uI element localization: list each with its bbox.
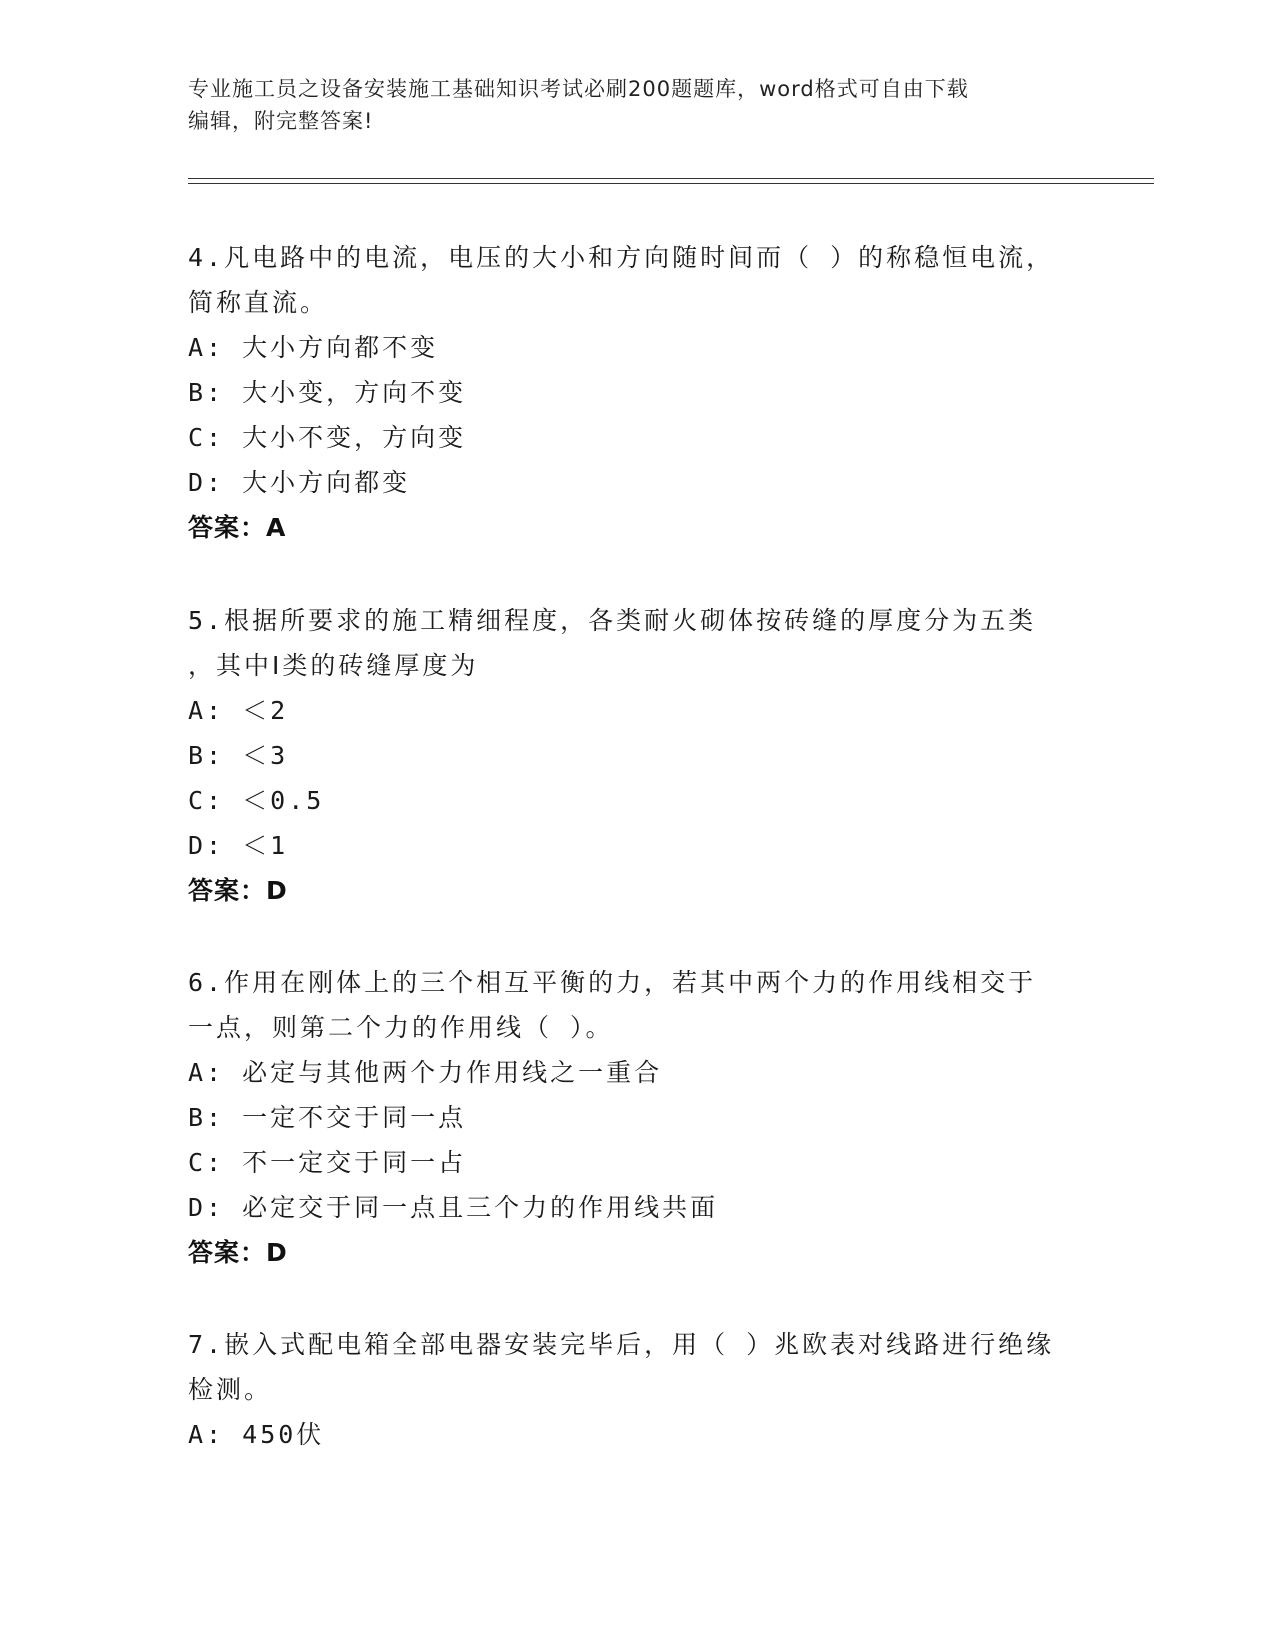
question-stem-line-1: 7.嵌入式配电箱全部电器安装完毕后，用（ ）兆欧表对线路进行绝缘 xyxy=(188,1330,1055,1359)
question-stem-line-2: ，其中Ⅰ类的砖缝厚度为 xyxy=(188,651,479,680)
header-divider-bottom xyxy=(188,183,1154,184)
option-c: C: 不一定交于同一占 xyxy=(188,1148,467,1177)
question-6 xyxy=(188,960,1088,1275)
option-c: C: 大小不变，方向变 xyxy=(188,423,467,452)
document-header xyxy=(188,73,1068,137)
option-b: B: 大小变，方向不变 xyxy=(188,378,467,407)
option-b: B: ＜3 xyxy=(188,741,289,770)
answer: 答案：A xyxy=(188,513,287,542)
option-b: B: 一定不交于同一点 xyxy=(188,1103,467,1132)
option-a: A: 必定与其他两个力作用线之一重合 xyxy=(188,1058,663,1087)
question-stem-line-2: 简称直流。 xyxy=(188,288,329,317)
question-4 xyxy=(188,235,1088,550)
option-d: D: ＜1 xyxy=(188,831,289,860)
question-stem-line-1: 4.凡电路中的电流，电压的大小和方向随时间而（ ）的称稳恒电流， xyxy=(188,243,1055,272)
question-stem-line-1: 5.根据所要求的施工精细程度，各类耐火砌体按砖缝的厚度分为五类 xyxy=(188,606,1037,635)
question-7 xyxy=(188,1322,1088,1457)
answer: 答案：D xyxy=(188,876,288,905)
question-stem-line-1: 6.作用在刚体上的三个相互平衡的力，若其中两个力的作用线相交于 xyxy=(188,968,1037,997)
option-d: D: 大小方向都变 xyxy=(188,468,411,497)
header-divider-top xyxy=(188,178,1154,179)
question-stem-line-2: 一点，则第二个力的作用线（ ）。 xyxy=(188,1013,614,1042)
option-d: D: 必定交于同一点且三个力的作用线共面 xyxy=(188,1193,719,1222)
option-a: A: 450伏 xyxy=(188,1420,325,1449)
option-a: A: 大小方向都不变 xyxy=(188,333,439,362)
header-title-line-2: 编辑，附完整答案! xyxy=(188,109,374,133)
question-5 xyxy=(188,598,1088,913)
option-a: A: ＜2 xyxy=(188,696,289,725)
option-c: C: ＜0.5 xyxy=(188,786,325,815)
question-stem-line-2: 检测。 xyxy=(188,1375,273,1404)
header-title-line-1: 专业施工员之设备安装施工基础知识考试必刷200题题库，word格式可自由下载 xyxy=(188,77,969,101)
answer: 答案：D xyxy=(188,1238,288,1267)
